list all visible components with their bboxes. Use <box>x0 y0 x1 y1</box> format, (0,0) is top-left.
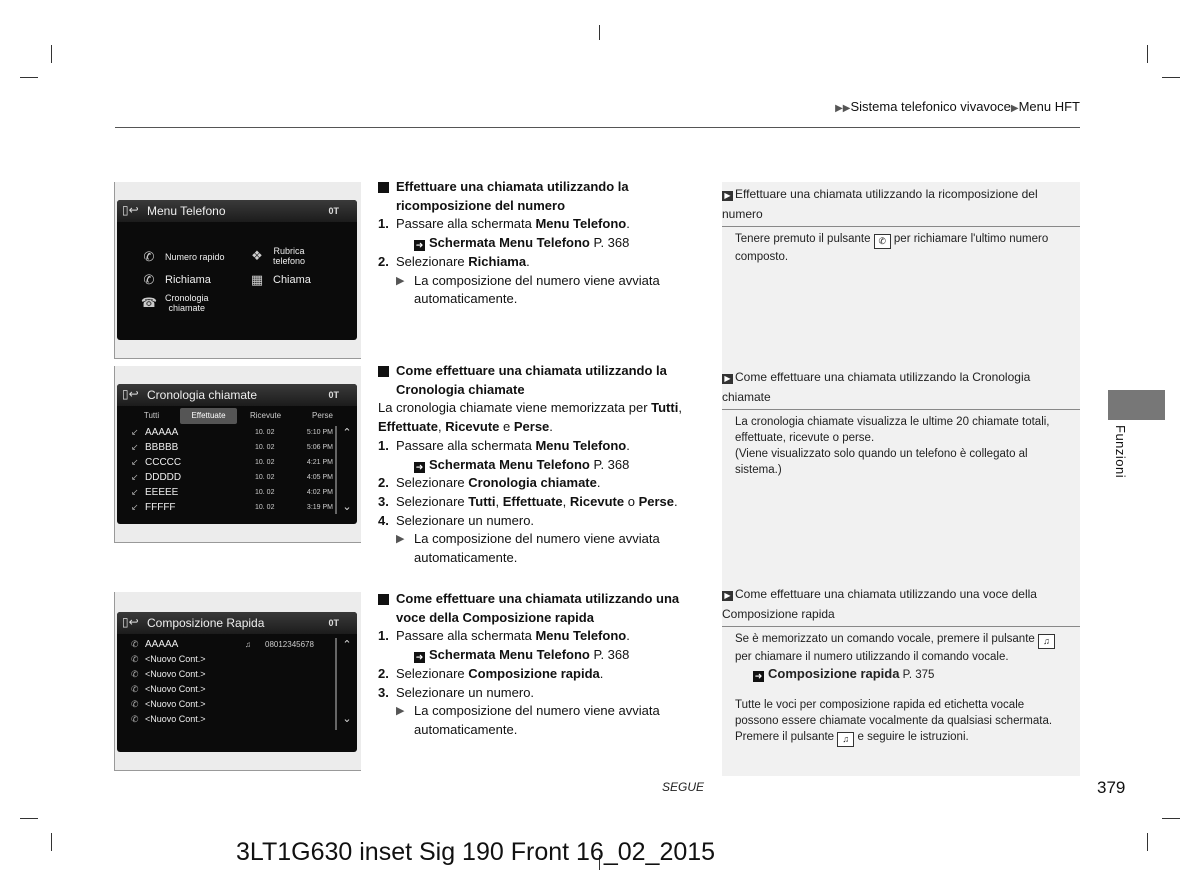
triangle-icon: ▶ <box>1010 103 1019 114</box>
note-marker-icon: ▶ <box>722 374 733 384</box>
screen-title: Composizione Rapida <box>117 612 357 634</box>
back-icon: ▯↩ <box>122 387 139 401</box>
print-code: 3LT1G630 inset Sig 190 Front 16_02_2015 <box>236 838 716 866</box>
scroll-up-icon: ⌃ <box>342 639 352 651</box>
step: 2. Selezionare Composizione rapida. <box>378 665 604 681</box>
step: 1. Passare alla schermata Menu Telefono. <box>378 628 630 644</box>
phone-icon: ✆ <box>131 639 139 649</box>
list-item: ↙ AAAAA 10. 02 5:10 PM <box>131 427 333 438</box>
note-heading: ▶ Come effettuare una chiamata utilizzando una voce della Composizione rapida <box>722 582 1080 627</box>
redial-icon: ✆ <box>143 272 155 287</box>
chapter-tab-marker <box>1108 390 1165 420</box>
tab-tutti: Tutti <box>143 411 160 420</box>
reference-arrow-icon: ➜ <box>754 671 763 681</box>
list-item: ↙ CCCCC 10. 02 4:21 PM <box>131 457 333 468</box>
step-result: ▶ La composizione del numero viene avviata automaticamente. <box>378 530 708 567</box>
page-number: 379 <box>1097 778 1126 797</box>
list-item: ✆ <Nuovo Cont.> <box>131 682 333 697</box>
phone-icon: ✆ <box>131 684 139 694</box>
square-bullet-icon <box>378 594 389 605</box>
phone-icon: ✆ <box>131 654 139 664</box>
tab-bar <box>123 408 351 424</box>
section-intro: La cronologia chiamate viene memorizzata per Tutti, Effettuate, Ricevute e Perse. <box>378 400 682 435</box>
scrollbar <box>335 426 337 514</box>
list-item: ✆ <Nuovo Cont.> <box>131 652 333 667</box>
screen-menu-telefono <box>117 200 357 340</box>
crop-mark <box>1162 818 1180 819</box>
step: 3. Selezionare un numero. <box>378 684 535 700</box>
phonebook-icon: ❖ <box>251 248 263 263</box>
scroll-down-icon: ⌄ <box>342 713 352 725</box>
note-ricomposizione <box>722 182 1080 265</box>
crop-mark <box>51 45 52 63</box>
section-ricomposizione <box>378 178 708 309</box>
screen-cronologia-chiamate <box>117 384 357 524</box>
phone-icon: ✆ <box>131 699 139 709</box>
note-heading: ▶ Effettuare una chiamata utilizzando la ricomposizione del numero <box>722 182 1080 227</box>
crop-mark <box>51 833 52 851</box>
note-body: La cronologia chiamate visualizza le ultime 20 chiamate totali, effettuate, ricevute o perse. (Viene visualizzato solo quando un telefono è collegato al sistema.) <box>735 416 1050 476</box>
phone-icon: ✆ <box>131 669 139 679</box>
step: 1. Passare alla schermata Menu Telefono. <box>378 437 630 453</box>
crop-mark <box>20 77 38 78</box>
scroll-down-icon: ⌄ <box>342 501 352 513</box>
scroll-up-icon: ⌃ <box>342 427 352 439</box>
list-item: ↙ EEEEE 10. 02 4:02 PM <box>131 487 333 498</box>
step: 2. Selezionare Richiama. <box>378 253 530 269</box>
step-result: ▶ La composizione del numero viene avviata automaticamente. <box>378 702 708 739</box>
section-heading: Effettuare una chiamata utilizzando la ricomposizione del numero <box>378 178 708 215</box>
list-item: ↙ FFFFF 10. 02 3:19 PM <box>131 502 333 513</box>
list-item: ✆ <Nuovo Cont.> <box>131 697 333 712</box>
menu-item-cronologia: ☎ Cronologia chiamate <box>140 293 209 313</box>
screen-composizione-rapida <box>117 612 357 752</box>
menu-item-chiama: ▦ Chiama <box>247 273 311 287</box>
phone-icon: ✆ <box>131 714 139 724</box>
list-item: ↙ BBBBB 10. 02 5:06 PM <box>131 442 333 453</box>
menu-item-rubrica: ❖ Rubrica telefono <box>247 246 305 266</box>
note-marker-icon: ▶ <box>722 591 733 601</box>
reference-arrow-icon: ➜ <box>415 461 424 472</box>
section-cronologia <box>378 362 708 568</box>
list-item: ✆ <Nuovo Cont.> <box>131 712 333 727</box>
cross-reference: ➜ Schermata Menu Telefono P. 368 <box>415 235 630 251</box>
reference-arrow-icon: ➜ <box>415 652 424 663</box>
outgoing-call-icon: ↙ <box>131 502 139 512</box>
crop-mark <box>1147 45 1148 63</box>
voice-tag-icon: ♫ <box>245 640 251 649</box>
talk-button-icon: ♫ <box>837 732 854 747</box>
crop-mark <box>1147 833 1148 851</box>
outgoing-call-icon: ↙ <box>131 472 139 482</box>
cross-reference: ➜ Composizione rapida P. 375 <box>754 666 935 681</box>
menu-item-numero-rapido: ✆ Numero rapido <box>139 250 225 264</box>
step: 1. Passare alla schermata Menu Telefono. <box>378 216 630 232</box>
back-icon: ▯↩ <box>122 615 139 629</box>
menu-item-richiama: ✆ Richiama <box>139 273 211 287</box>
screen-title: Menu Telefono <box>117 200 357 222</box>
section-heading: Come effettuare una chiamata utilizzando la Cronologia chiamate <box>378 362 708 399</box>
cross-reference: ➜ Schermata Menu Telefono P. 368 <box>415 647 630 663</box>
breadcrumb-part: Sistema telefonico vivavoce <box>850 99 1011 114</box>
note-cronologia <box>722 365 1080 478</box>
triangle-icon: ▶▶ <box>835 103 851 114</box>
back-icon: ▯↩ <box>122 203 139 217</box>
note-heading: ▶ Come effettuare una chiamata utilizzando la Cronologia chiamate <box>722 365 1080 410</box>
crop-mark <box>20 818 38 819</box>
section-heading: Come effettuare una chiamata utilizzando una voce della Composizione rapida <box>378 590 708 627</box>
outgoing-call-icon: ↙ <box>131 487 139 497</box>
tab-ricevute: Ricevute <box>249 411 282 420</box>
step-result: ▶ La composizione del numero viene avviata automaticamente. <box>378 272 708 309</box>
cross-reference: ➜ Schermata Menu Telefono P. 368 <box>415 456 630 472</box>
status-indicator: 0T <box>328 618 339 628</box>
breadcrumb <box>835 99 1080 114</box>
note-body: Se è memorizzato un comando vocale, premere il pulsante ♫ per chiamare il numero utilizzando il comando vocale. ➜ Composizione rapida P. 375 Tutte le voci per composizione rapida ed etichetta vocale possono essere chiamate vocalmente da qualsiasi schermata. Premere il pulsante ♫ e seguire le istruzioni. <box>722 627 1080 747</box>
call-history-icon: ☎ <box>140 295 158 310</box>
step: 2. Selezionare Cronologia chiamate. <box>378 475 601 491</box>
crop-mark <box>599 25 600 40</box>
breadcrumb-part: Menu HFT <box>1018 99 1080 114</box>
keypad-icon: ▦ <box>250 272 264 287</box>
continued-label: SEGUE <box>662 780 705 794</box>
result-arrow-icon: ▶ <box>396 274 405 287</box>
result-arrow-icon: ▶ <box>396 705 405 718</box>
status-indicator: 0T <box>328 206 339 216</box>
note-body: Tenere premuto il pulsante ✆ per richiamare l'ultimo numero composto. <box>735 233 1049 263</box>
tab-effettuate: Effettuate <box>180 408 237 424</box>
square-bullet-icon <box>378 366 389 377</box>
note-marker-icon: ▶ <box>722 191 733 201</box>
screen-title: Cronologia chiamate <box>117 384 357 406</box>
tab-perse: Perse <box>312 411 333 420</box>
status-indicator: 0T <box>328 390 339 400</box>
outgoing-call-icon: ↙ <box>131 442 139 452</box>
list-item: ↙ DDDDD 10. 02 4:05 PM <box>131 472 333 483</box>
header-rule <box>115 127 1080 128</box>
crop-mark <box>1162 77 1180 78</box>
step: 3. Selezionare Tutti, Effettuate, Ricevute o Perse. <box>378 493 678 509</box>
talk-phone-button-icon: ✆ <box>874 234 891 249</box>
note-composizione-rapida <box>722 582 1080 747</box>
reference-arrow-icon: ➜ <box>415 240 424 251</box>
list-item: ✆ <Nuovo Cont.> <box>131 667 333 682</box>
chapter-tab: Funzioni <box>1113 425 1128 479</box>
outgoing-call-icon: ↙ <box>131 427 139 437</box>
square-bullet-icon <box>378 182 389 193</box>
talk-button-icon: ♫ <box>1038 634 1055 649</box>
section-composizione-rapida <box>378 590 708 740</box>
speed-dial-icon: ✆ <box>143 249 155 264</box>
outgoing-call-icon: ↙ <box>131 457 139 467</box>
step: 4. Selezionare un numero. <box>378 512 535 528</box>
list-item: ✆ AAAAA ♫ 08012345678 <box>131 639 314 650</box>
scrollbar <box>335 638 337 730</box>
result-arrow-icon: ▶ <box>396 533 405 546</box>
